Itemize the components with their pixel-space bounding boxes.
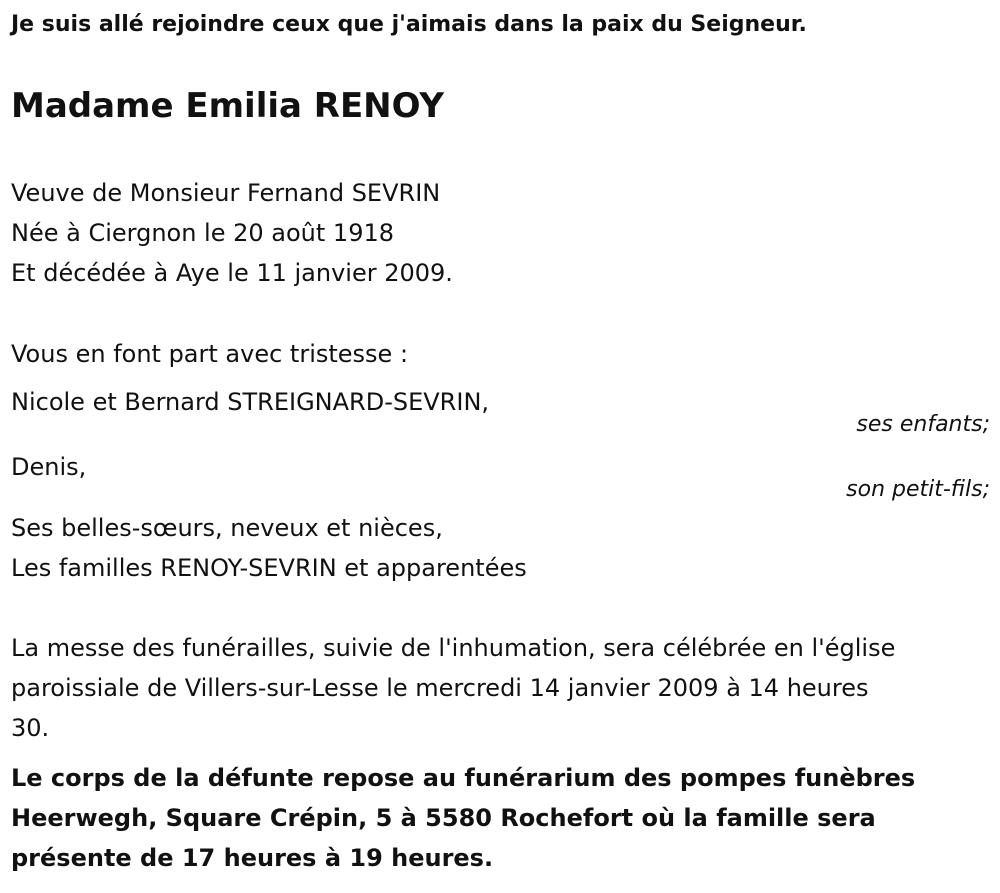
grandson-name: Denis, (11, 453, 87, 481)
deceased-name: Madame Emilia RENOY (11, 86, 444, 126)
header-quote: Je suis allé rejoindre ceux que j'aimais dans la paix du Seigneur. (11, 12, 807, 37)
viewing-line-3: présente de 17 heures à 19 heures. (11, 844, 494, 872)
children-names: Nicole et Bernard STREIGNARD-SEVRIN, (11, 388, 490, 416)
funeral-line-1: La messe des funérailles, suivie de l'inhumation, sera célébrée en l'église (11, 634, 896, 662)
viewing-line-1: Le corps de la défunte repose au funérarium des pompes funèbres (11, 764, 916, 792)
relatives-line: Ses belles-sœurs, neveux et nièces, (11, 514, 443, 542)
funeral-line-3: 30. (11, 714, 50, 742)
funeral-line-2: paroissiale de Villers-sur-Lesse le mercredi 14 janvier 2009 à 14 heures (11, 674, 869, 702)
death-line: Et décédée à Aye le 11 janvier 2009. (11, 259, 453, 287)
viewing-line-2: Heerwegh, Square Crépin, 5 à 5580 Rochefort où la famille sera (11, 804, 876, 832)
grandson-role: son petit-fils; (846, 477, 990, 502)
birth-line: Née à Ciergnon le 20 août 1918 (11, 219, 395, 247)
children-role: ses enfants; (856, 412, 990, 437)
families-line: Les familles RENOY-SEVRIN et apparentées (11, 554, 527, 582)
widow-line: Veuve de Monsieur Fernand SEVRIN (11, 179, 441, 207)
family-intro: Vous en font part avec tristesse : (11, 340, 409, 368)
